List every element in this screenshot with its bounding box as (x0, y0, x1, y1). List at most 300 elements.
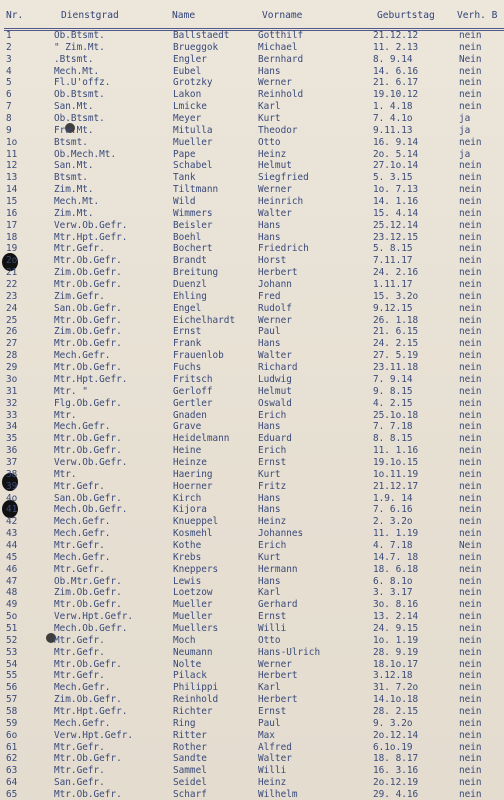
row-rank: Mech.Gefr. (54, 528, 111, 540)
row-married: nein (459, 445, 482, 457)
row-first-name: Heinz (258, 516, 287, 528)
row-rank: San.Ob.Gefr. (54, 302, 122, 314)
table-row (0, 777, 504, 789)
row-name: Heidelmann (173, 433, 230, 445)
row-name: Kirch (173, 492, 202, 504)
table-row (0, 243, 504, 255)
row-first-name: Karl (258, 101, 281, 113)
row-birthday: 4. 7.18 (373, 539, 413, 551)
row-rank: Mech.Gefr. (54, 717, 111, 729)
row-birthday: 1. 4.18 (373, 101, 413, 113)
row-name: Heine (173, 445, 202, 457)
row-number: 49 (6, 599, 18, 611)
row-married: nein (459, 279, 482, 291)
row-married: nein (459, 670, 482, 682)
row-rank: Mtr.Hpt.Gefr. (54, 231, 128, 243)
row-married: Nein (459, 53, 482, 65)
table-row (0, 160, 504, 172)
row-name: Ehling (173, 290, 207, 302)
table-row (0, 587, 504, 599)
row-name: Frauenlob (173, 350, 224, 362)
row-first-name: Friedrich (258, 243, 309, 255)
row-married: nein (459, 433, 482, 445)
row-name: Heinze (173, 456, 207, 468)
table-row (0, 576, 504, 588)
row-number: 11 (6, 148, 18, 160)
row-rank: Fl.U'offz. (54, 77, 111, 89)
table-row (0, 706, 504, 718)
table-row (0, 30, 504, 42)
row-name: Knueppel (173, 516, 219, 528)
table-row (0, 326, 504, 338)
row-number: 57 (6, 694, 18, 706)
row-rank: Mtr.Ob.Gefr. (54, 599, 122, 611)
row-rank: San.Mt. (54, 101, 94, 113)
row-birthday: 21.12.12 (373, 30, 419, 41)
table-row (0, 552, 504, 564)
row-first-name: Walter (258, 753, 292, 765)
table-row (0, 694, 504, 706)
row-number: 2o (6, 255, 18, 267)
row-birthday: 2o.12.19 (373, 777, 419, 789)
row-first-name: Hans (258, 231, 281, 243)
row-first-name: Ernst (258, 611, 287, 623)
table-row (0, 77, 504, 89)
row-name: Gerloff (173, 385, 213, 397)
row-married: nein (459, 741, 482, 753)
row-name: Breitung (173, 267, 219, 279)
row-name: Muellers (173, 622, 219, 634)
row-name: Moch (173, 634, 196, 646)
row-rank: Mtr.Ob.Gefr. (54, 362, 122, 374)
row-number: 6o (6, 729, 18, 741)
row-married: nein (459, 362, 482, 374)
row-birthday: 19.1o.15 (373, 456, 419, 468)
row-rank: Mtr.Gefr. (54, 539, 105, 551)
row-name: Eubel (173, 65, 202, 77)
row-married: nein (459, 682, 482, 694)
row-married: nein (459, 172, 482, 184)
row-rank: Btsmt. (54, 172, 88, 184)
row-first-name: Paul (258, 326, 281, 338)
row-name: Beisler (173, 219, 213, 231)
row-name: Mitulla (173, 124, 213, 136)
row-rank: Mtr.Gefr. (54, 243, 105, 255)
row-number: 21 (6, 267, 18, 279)
row-first-name: Willi (258, 765, 287, 777)
row-name: Kneppers (173, 563, 219, 575)
row-rank: Verw.Ob.Gefr. (54, 456, 128, 468)
row-first-name: Erich (258, 539, 287, 551)
row-birthday: 2. 3.2o (373, 516, 413, 528)
row-married: nein (459, 314, 482, 326)
row-first-name: Hans (258, 421, 281, 433)
row-name: Kijora (173, 504, 207, 516)
table-row (0, 718, 504, 730)
row-name: Reinhold (173, 694, 219, 706)
row-number: 9 (6, 124, 12, 136)
row-name: Pape (173, 148, 196, 160)
row-rank: Mech.Mt. (54, 196, 100, 208)
row-name: Richter (173, 705, 213, 717)
table-row (0, 730, 504, 742)
row-rank: Ob.Mech.Mt. (54, 148, 117, 160)
row-married: nein (459, 30, 482, 41)
row-name: Meyer (173, 113, 202, 125)
row-number: 65 (6, 789, 18, 800)
row-name: Mueller (173, 599, 213, 611)
row-rank: Mtr.Ob.Gefr. (54, 658, 122, 670)
row-number: 39 (6, 480, 18, 492)
row-rank: Verw.Ob.Gefr. (54, 219, 128, 231)
table-row (0, 362, 504, 374)
row-married: nein (459, 136, 482, 148)
row-first-name: Hans (258, 338, 281, 350)
row-number: 63 (6, 765, 18, 777)
row-first-name: Herbert (258, 267, 298, 279)
row-married: nein (459, 694, 482, 706)
row-name: Schabel (173, 160, 213, 172)
row-first-name: Herbert (258, 670, 298, 682)
table-row (0, 635, 504, 647)
row-name: Krebs (173, 551, 202, 563)
row-rank: Verw.Hpt.Gefr. (54, 729, 134, 741)
row-first-name: Walter (258, 207, 292, 219)
row-number: 42 (6, 516, 18, 528)
row-rank: Ob.Btsmt. (54, 89, 105, 101)
row-first-name: Otto (258, 634, 281, 646)
row-rank: Mtr.Ob.Gefr. (54, 753, 122, 765)
row-name: Mueller (173, 611, 213, 623)
row-birthday: 14.1o.18 (373, 694, 419, 706)
row-first-name: Oswald (258, 397, 292, 409)
table-row (0, 267, 504, 279)
row-birthday: 9.12.15 (373, 302, 413, 314)
row-first-name: Hans (258, 504, 281, 516)
row-number: 12 (6, 160, 18, 172)
row-rank: Mtr.Gefr. (54, 563, 105, 575)
row-number: 24 (6, 302, 18, 314)
row-rank: Ob.Btsmt. (54, 30, 105, 41)
table-row (0, 232, 504, 244)
row-birthday: 7. 9.14 (373, 373, 413, 385)
row-number: 61 (6, 741, 18, 753)
row-name: Duenzl (173, 279, 207, 291)
row-first-name: Horst (258, 255, 287, 267)
row-birthday: 14. 6.16 (373, 65, 419, 77)
table-row (0, 457, 504, 469)
table-row (0, 42, 504, 54)
row-number: 14 (6, 184, 18, 196)
row-rank: Mtr.Gefr. (54, 634, 105, 646)
row-birthday: 23.11.18 (373, 362, 419, 374)
row-first-name: Siegfried (258, 172, 309, 184)
row-name: Seidel (173, 777, 207, 789)
row-first-name: Johannes (258, 528, 304, 540)
row-rank: Mtr.Ob.Gefr. (54, 789, 122, 800)
table-row (0, 196, 504, 208)
table-row (0, 255, 504, 267)
row-rank: Mtr.Ob.Gefr. (54, 445, 122, 457)
row-first-name: Theodor (258, 124, 298, 136)
row-rank: Mtr.Gefr. (54, 480, 105, 492)
row-number: 34 (6, 421, 18, 433)
header-birthday: Geburtstag (377, 10, 435, 21)
table-row (0, 742, 504, 754)
row-rank: Mtr.Gefr. (54, 741, 105, 753)
row-birthday: 28. 2.15 (373, 705, 419, 717)
table-row (0, 101, 504, 113)
row-birthday: 1o. 1.19 (373, 634, 419, 646)
row-rank: Mtr.Ob.Gefr. (54, 433, 122, 445)
row-name: Rother (173, 741, 207, 753)
row-first-name: Bernhard (258, 53, 304, 65)
row-name: Gertler (173, 397, 213, 409)
header-married: Verh. B (457, 10, 498, 21)
row-married: nein (459, 77, 482, 89)
row-name: Ballstaedt (173, 30, 230, 41)
row-rank: Zim.Gefr. (54, 290, 105, 302)
row-number: 44 (6, 539, 18, 551)
row-first-name: Wilhelm (258, 789, 298, 800)
header-name: Name (172, 10, 196, 21)
row-name: Engel (173, 302, 202, 314)
row-rank: Zim.Ob.Gefr. (54, 326, 122, 338)
row-birthday: 27. 5.19 (373, 350, 419, 362)
row-married: nein (459, 255, 482, 267)
row-first-name: Werner (258, 77, 292, 89)
row-rank: Zim.Ob.Gefr. (54, 694, 122, 706)
row-birthday: 3. 3.17 (373, 587, 413, 599)
row-name: Fritsch (173, 373, 213, 385)
header-rule (4, 28, 504, 29)
table-row (0, 599, 504, 611)
row-married: nein (459, 373, 482, 385)
row-first-name: Ludwig (258, 373, 292, 385)
table-row (0, 410, 504, 422)
row-birthday: 3.12.18 (373, 670, 413, 682)
table-row (0, 137, 504, 149)
row-rank: Mtr.Ob.Gefr. (54, 338, 122, 350)
row-name: Grotzky (173, 77, 213, 89)
table-row (0, 338, 504, 350)
row-married: nein (459, 504, 482, 516)
row-birthday: 26. 1.18 (373, 314, 419, 326)
row-first-name: Hans (258, 492, 281, 504)
row-name: Boehl (173, 231, 202, 243)
row-rank: Mtr.Ob.Gefr. (54, 279, 122, 291)
row-name: Lmicke (173, 101, 207, 113)
row-birthday: 9.11.13 (373, 124, 413, 136)
row-first-name: Richard (258, 362, 298, 374)
row-birthday: 21. 6.17 (373, 77, 419, 89)
row-birthday: 9. 8.15 (373, 385, 413, 397)
row-number: 17 (6, 219, 18, 231)
row-rank: Mtr. (54, 409, 77, 421)
table-row (0, 765, 504, 777)
row-married: nein (459, 89, 482, 101)
row-number: 46 (6, 563, 18, 575)
row-number: 33 (6, 409, 18, 421)
row-birthday: 2o. 5.14 (373, 148, 419, 160)
row-birthday: 18.1o.17 (373, 658, 419, 670)
row-rank: Zim.Mt. (54, 207, 94, 219)
row-number: 2 (6, 41, 12, 53)
table-row (0, 682, 504, 694)
header-nr: Nr. (6, 10, 24, 21)
row-first-name: Eduard (258, 433, 292, 445)
table-row (0, 421, 504, 433)
table-row (0, 291, 504, 303)
row-first-name: Ernst (258, 705, 287, 717)
row-first-name: Heinz (258, 148, 287, 160)
row-number: 41 (6, 504, 18, 516)
row-first-name: Ernst (258, 456, 287, 468)
row-birthday: 21.12.17 (373, 480, 419, 492)
row-rank: San.Mt. (54, 160, 94, 172)
row-first-name: Werner (258, 184, 292, 196)
row-married: nein (459, 789, 482, 800)
roster-table (0, 30, 504, 800)
row-married: nein (459, 634, 482, 646)
row-rank: Mtr.Ob.Gefr. (54, 255, 122, 267)
table-row (0, 433, 504, 445)
row-first-name: Alfred (258, 741, 292, 753)
row-married: nein (459, 563, 482, 575)
row-married: nein (459, 41, 482, 53)
table-row (0, 670, 504, 682)
table-row (0, 386, 504, 398)
row-number: 29 (6, 362, 18, 374)
row-first-name: Gotthilf (258, 30, 304, 41)
table-row (0, 125, 504, 137)
table-row (0, 303, 504, 315)
row-number: 51 (6, 622, 18, 634)
row-rank: Mech.Ob.Gefr. (54, 622, 128, 634)
row-married: nein (459, 658, 482, 670)
table-row (0, 66, 504, 78)
row-number: 56 (6, 682, 18, 694)
row-married: nein (459, 765, 482, 777)
row-number: 19 (6, 243, 18, 255)
row-name: Brandt (173, 255, 207, 267)
row-number: 37 (6, 456, 18, 468)
row-birthday: 11. 2.13 (373, 41, 419, 53)
row-married: nein (459, 231, 482, 243)
row-birthday: 7. 7.18 (373, 421, 413, 433)
row-number: 58 (6, 705, 18, 717)
row-birthday: 3o. 8.16 (373, 599, 419, 611)
row-first-name: Michael (258, 41, 298, 53)
row-first-name: Rudolf (258, 302, 292, 314)
row-first-name: Erich (258, 445, 287, 457)
table-row (0, 374, 504, 386)
row-birthday: 15. 3.2o (373, 290, 419, 302)
row-rank: Mech.Gefr. (54, 350, 111, 362)
row-married: nein (459, 338, 482, 350)
table-row (0, 208, 504, 220)
row-married: nein (459, 480, 482, 492)
row-rank: Mech.Gefr. (54, 682, 111, 694)
row-number: 28 (6, 350, 18, 362)
row-number: 27 (6, 338, 18, 350)
row-number: 45 (6, 551, 18, 563)
row-number: 64 (6, 777, 18, 789)
row-birthday: 31. 7.2o (373, 682, 419, 694)
row-first-name: Karl (258, 587, 281, 599)
row-married: nein (459, 385, 482, 397)
row-birthday: 1o.11.19 (373, 468, 419, 480)
row-rank: Mech.Gefr. (54, 516, 111, 528)
row-number: 48 (6, 587, 18, 599)
row-name: Fuchs (173, 362, 202, 374)
row-rank: San.Gefr. (54, 777, 105, 789)
row-number: 62 (6, 753, 18, 765)
row-number: 59 (6, 717, 18, 729)
row-birthday: 9. 3.2o (373, 717, 413, 729)
row-number: 22 (6, 279, 18, 291)
row-rank: Mtr.Gefr. (54, 646, 105, 658)
row-married: nein (459, 705, 482, 717)
row-birthday: 8. 8.15 (373, 433, 413, 445)
row-birthday: 25.12.14 (373, 219, 419, 231)
row-first-name: Werner (258, 658, 292, 670)
row-rank: Btsmt. (54, 136, 88, 148)
row-rank: Mtr. " (54, 385, 88, 397)
row-birthday: 21. 6.15 (373, 326, 419, 338)
row-rank: Frw.Mt. (54, 124, 94, 136)
row-number: 26 (6, 326, 18, 338)
row-married: nein (459, 622, 482, 634)
row-first-name: Herbert (258, 694, 298, 706)
table-row (0, 611, 504, 623)
row-name: Mueller (173, 136, 213, 148)
table-row (0, 659, 504, 671)
row-married: ja (459, 113, 471, 125)
row-name: Tank (173, 172, 196, 184)
row-married: nein (459, 397, 482, 409)
row-married: nein (459, 196, 482, 208)
row-married: ja (459, 124, 471, 136)
table-row (0, 516, 504, 528)
row-married: nein (459, 753, 482, 765)
row-birthday: 7.11.17 (373, 255, 413, 267)
row-name: Neumann (173, 646, 213, 658)
row-first-name: Heinz (258, 777, 287, 789)
row-first-name: Kurt (258, 551, 281, 563)
table-row (0, 350, 504, 362)
row-rank: Mech.Gefr. (54, 551, 111, 563)
row-birthday: 24. 9.15 (373, 622, 419, 634)
row-birthday: 18. 8.17 (373, 753, 419, 765)
table-row (0, 504, 504, 516)
row-first-name: Kurt (258, 468, 281, 480)
row-number: 4o (6, 492, 18, 504)
row-rank: Mech.Mt. (54, 65, 100, 77)
row-married: nein (459, 184, 482, 196)
row-first-name: Paul (258, 717, 281, 729)
row-rank: Mtr.Hpt.Gefr. (54, 373, 128, 385)
row-first-name: Johann (258, 279, 292, 291)
row-first-name: Max (258, 729, 275, 741)
row-number: 4 (6, 65, 12, 77)
row-name: Scharf (173, 789, 207, 800)
row-married: nein (459, 492, 482, 504)
row-birthday: 29. 4.16 (373, 789, 419, 800)
row-rank: Ob.Btsmt. (54, 113, 105, 125)
row-married: nein (459, 243, 482, 255)
table-row (0, 493, 504, 505)
